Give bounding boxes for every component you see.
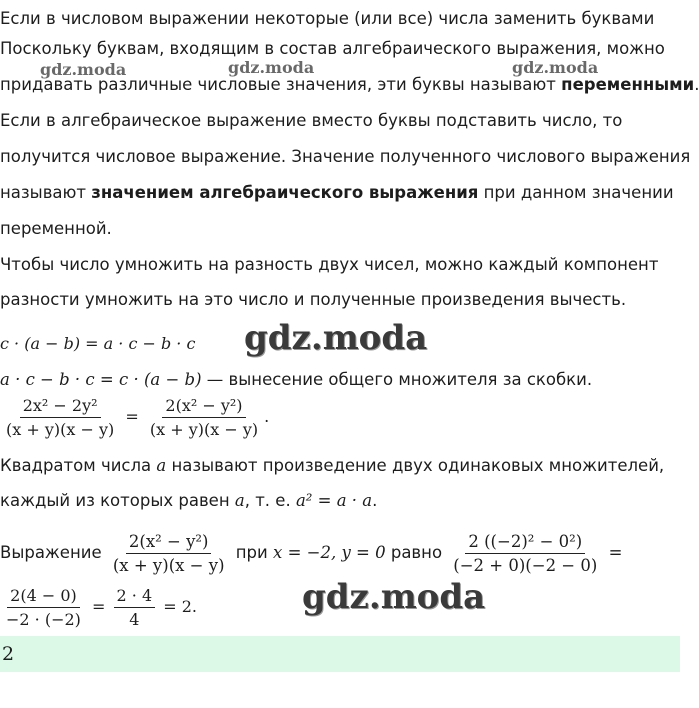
line-square: [0, 456, 664, 476]
watermark-small-2: gdz.moda: [228, 58, 315, 77]
square-text-3: каждый из которых равен: [0, 491, 235, 510]
fraction-left: [3, 396, 117, 439]
line-6-text: называют: [0, 183, 92, 202]
equals-sign: =: [125, 407, 144, 426]
line-3: [0, 75, 699, 95]
at-text: при: [235, 543, 268, 562]
period: .: [264, 407, 270, 426]
value-fraction: [450, 532, 600, 575]
result-den-2: 4: [129, 610, 140, 629]
fraction-right: [147, 396, 261, 439]
value-num: 2 ((−2)² − 0²): [465, 532, 585, 554]
line-6-end: при данном значении: [478, 183, 674, 202]
answer-value: 2: [2, 643, 15, 665]
square-text: Квадратом числа: [0, 456, 157, 475]
line-7: переменной.: [0, 219, 112, 238]
line-3-end: .: [694, 75, 699, 94]
line-6: [0, 183, 674, 203]
line-2: Поскольку буквам, входящим в состав алгебраического выражения, можно: [0, 39, 665, 58]
equals-sign-2: =: [608, 543, 623, 562]
fraction-left-den: (x + y)(x − y): [6, 420, 115, 439]
line-4: Если в алгебраическое выражение вместо буквы подставить число, то: [0, 111, 623, 130]
final-result: = 2.: [163, 597, 197, 616]
at-values: x = −2, y = 0: [273, 543, 386, 562]
expr-label: Выражение: [0, 543, 102, 562]
result-num-2: 2 · 4: [114, 586, 156, 608]
equals-sign-3: =: [92, 597, 106, 616]
line-3-text: придавать различные числовые значения, эти буквы называют: [0, 75, 562, 94]
expr-den: (x + y)(x − y): [112, 556, 225, 575]
line-square-2: [0, 491, 377, 511]
result-fraction-2: [114, 586, 156, 629]
square-end: .: [372, 491, 378, 510]
formula-factoring: a · c − b · c = c · (a − b): [0, 370, 202, 389]
factoring-text: — вынесение общего множителя за скобки.: [201, 370, 593, 389]
fraction-right-den: (x + y)(x − y): [149, 420, 259, 439]
term-variables: переменными: [561, 75, 695, 94]
line-factoring: [0, 370, 592, 390]
term-expression-value: значением алгебраического выражения: [91, 183, 479, 202]
watermark-small-1: gdz.moda: [40, 60, 127, 79]
formula-distributive: c · (a − b) = a · c − b · c: [0, 334, 196, 353]
var-a: a: [156, 456, 167, 475]
line-9: разности умножить на это число и полученные произведения вычесть.: [0, 290, 627, 309]
fraction-equation: [0, 396, 269, 439]
fraction-left-num: 2x² − 2y²: [20, 396, 101, 418]
expr-num: 2(x² − y²): [126, 532, 212, 554]
value-den: (−2 + 0)(−2 − 0): [453, 556, 598, 575]
line-result: [0, 586, 197, 629]
answer-bar: [0, 636, 680, 672]
line-evaluation: [0, 532, 622, 575]
expr-fraction: [110, 532, 228, 575]
watermark-large-1: gdz.moda: [244, 318, 428, 358]
result-fraction-1: [3, 586, 84, 629]
watermark-small-3: gdz.moda: [512, 58, 599, 77]
square-formula: a² = a · a: [295, 491, 373, 510]
watermark-large-2: gdz.moda: [302, 577, 486, 617]
var-a-2: a: [234, 491, 245, 510]
square-text-2: называют произведение двух одинаковых множителей,: [166, 456, 665, 475]
equals-text: равно: [390, 543, 443, 562]
fraction-right-num: 2(x² − y²): [162, 396, 245, 418]
line-8: Чтобы число умножить на разность двух чисел, можно каждый компонент: [0, 255, 659, 274]
result-num-1: 2(4 − 0): [7, 586, 80, 608]
result-den-1: −2 · (−2): [6, 610, 81, 629]
line-1: Если в числовом выражении некоторые (или все) числа заменить буквами: [0, 9, 655, 28]
square-text-4: , т. е.: [244, 491, 296, 510]
line-5: получится числовое выражение. Значение полученного числового выражения: [0, 147, 691, 166]
